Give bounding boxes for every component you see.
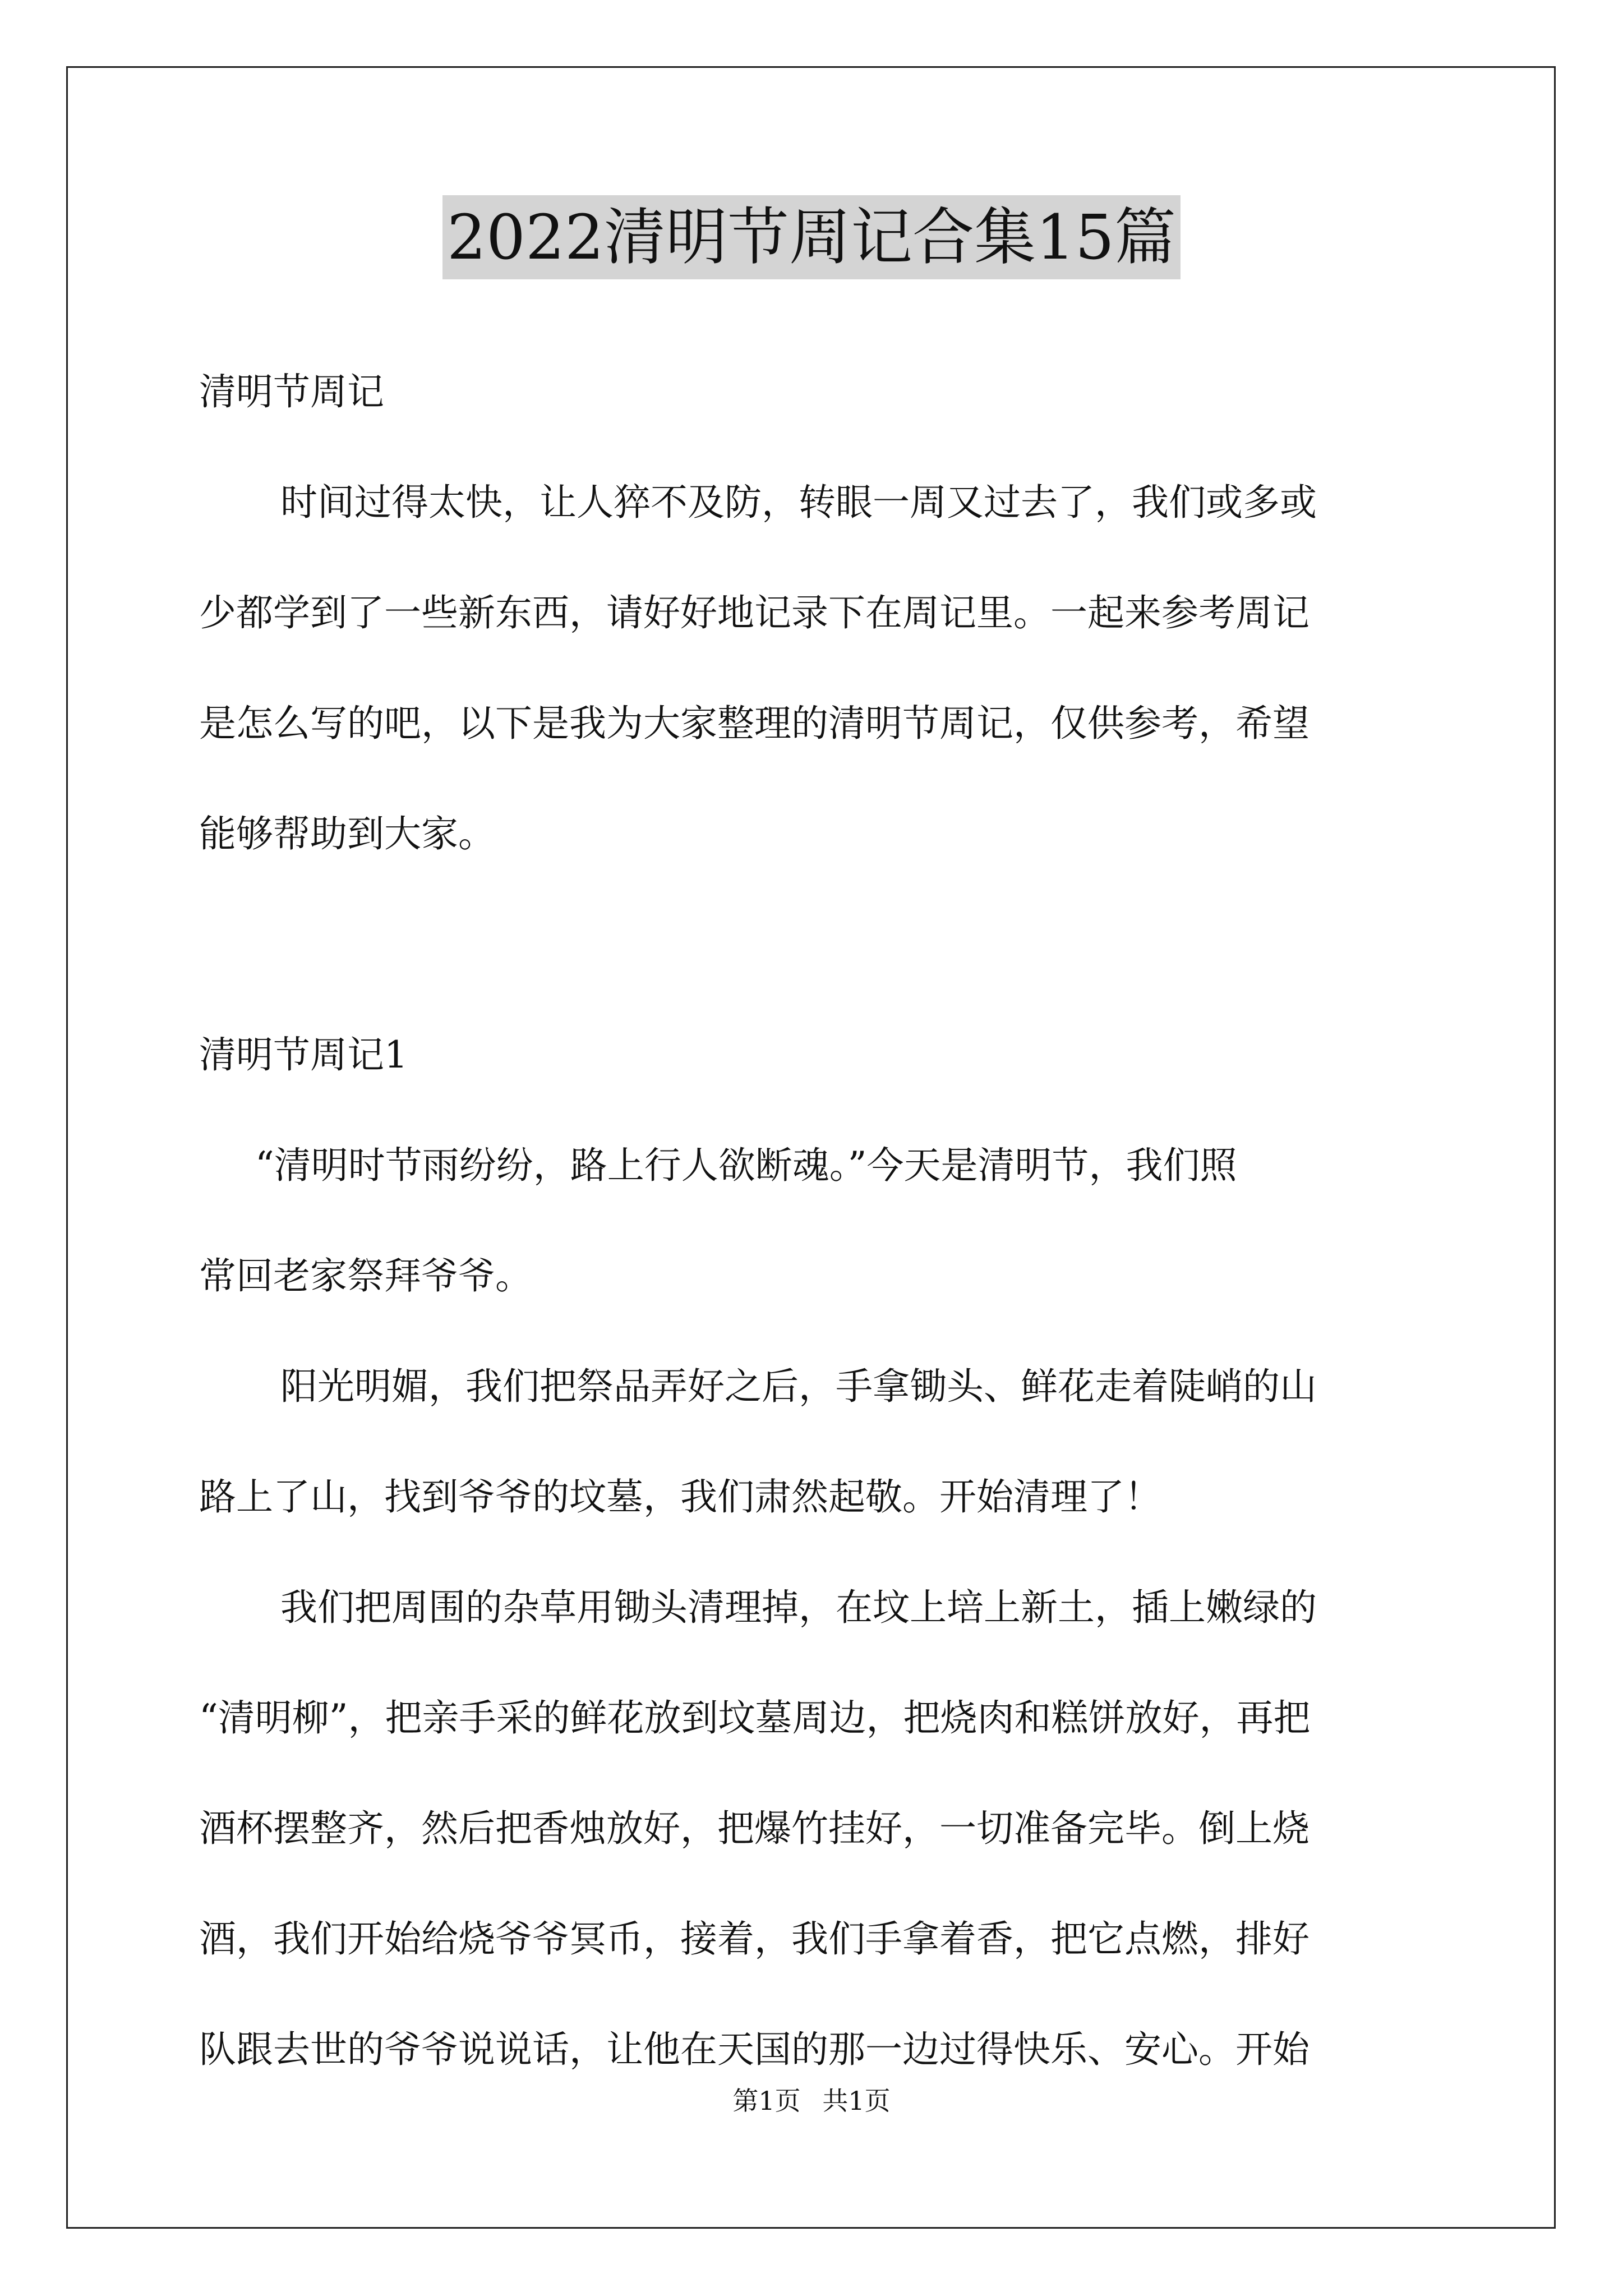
paragraph-line: 常回老家祭拜爷爷。	[199, 1254, 532, 1297]
paragraph-line: 队跟去世的爷爷说说话，让他在天国的那一边过得快乐、安心。开始	[199, 2028, 1310, 2071]
paragraph-line: 酒，我们开始给烧爷爷冥币，接着，我们手拿着香，把它点燃，排好	[199, 1917, 1310, 1961]
paragraph-line: 酒杯摆整齐，然后把香烛放好，把爆竹挂好，一切准备完毕。倒上烧	[199, 1807, 1310, 1850]
document-title: 2022清明节周记合集15篇	[442, 195, 1181, 279]
intro-line: 是怎么写的吧，以下是我为大家整理的清明节周记，仅供参考，希望	[199, 702, 1310, 745]
document-body	[199, 337, 1427, 2105]
paragraph-line: 我们把周围的杂草用锄头清理掉，在坟上培上新土，插上嫩绿的	[280, 1586, 1317, 1629]
paragraph-line: “清明时节雨纷纷，路上行人欲断魂。”今天是清明节，我们照	[255, 1144, 1237, 1187]
intro-line: 时间过得太快，让人猝不及防，转眼一周又过去了，我们或多或	[280, 481, 1317, 524]
page-number: 第1页	[732, 2086, 801, 2116]
paragraph-line: 阳光明媚，我们把祭品弄好之后，手拿锄头、鲜花走着陡峭的山	[280, 1365, 1317, 1408]
sub-heading: 清明节周记1	[199, 1033, 408, 1076]
intro-line: 少都学到了一些新东西，请好好地记录下在周记里。一起来参考周记	[199, 591, 1310, 634]
page-total: 共1页	[822, 2086, 891, 2116]
intro-line: 能够帮助到大家。	[199, 812, 495, 855]
paragraph-line: “清明柳”，把亲手采的鲜花放到坟墓周边，把烧肉和糕饼放好，再把	[199, 1696, 1311, 1740]
section-heading: 清明节周记	[199, 370, 384, 413]
page-footer	[0, 2084, 1623, 2118]
title-container	[0, 195, 1623, 279]
paragraph-line: 路上了山，找到爷爷的坟墓，我们肃然起敬。开始清理了！	[199, 1475, 1161, 1519]
spacer	[199, 889, 1427, 1000]
